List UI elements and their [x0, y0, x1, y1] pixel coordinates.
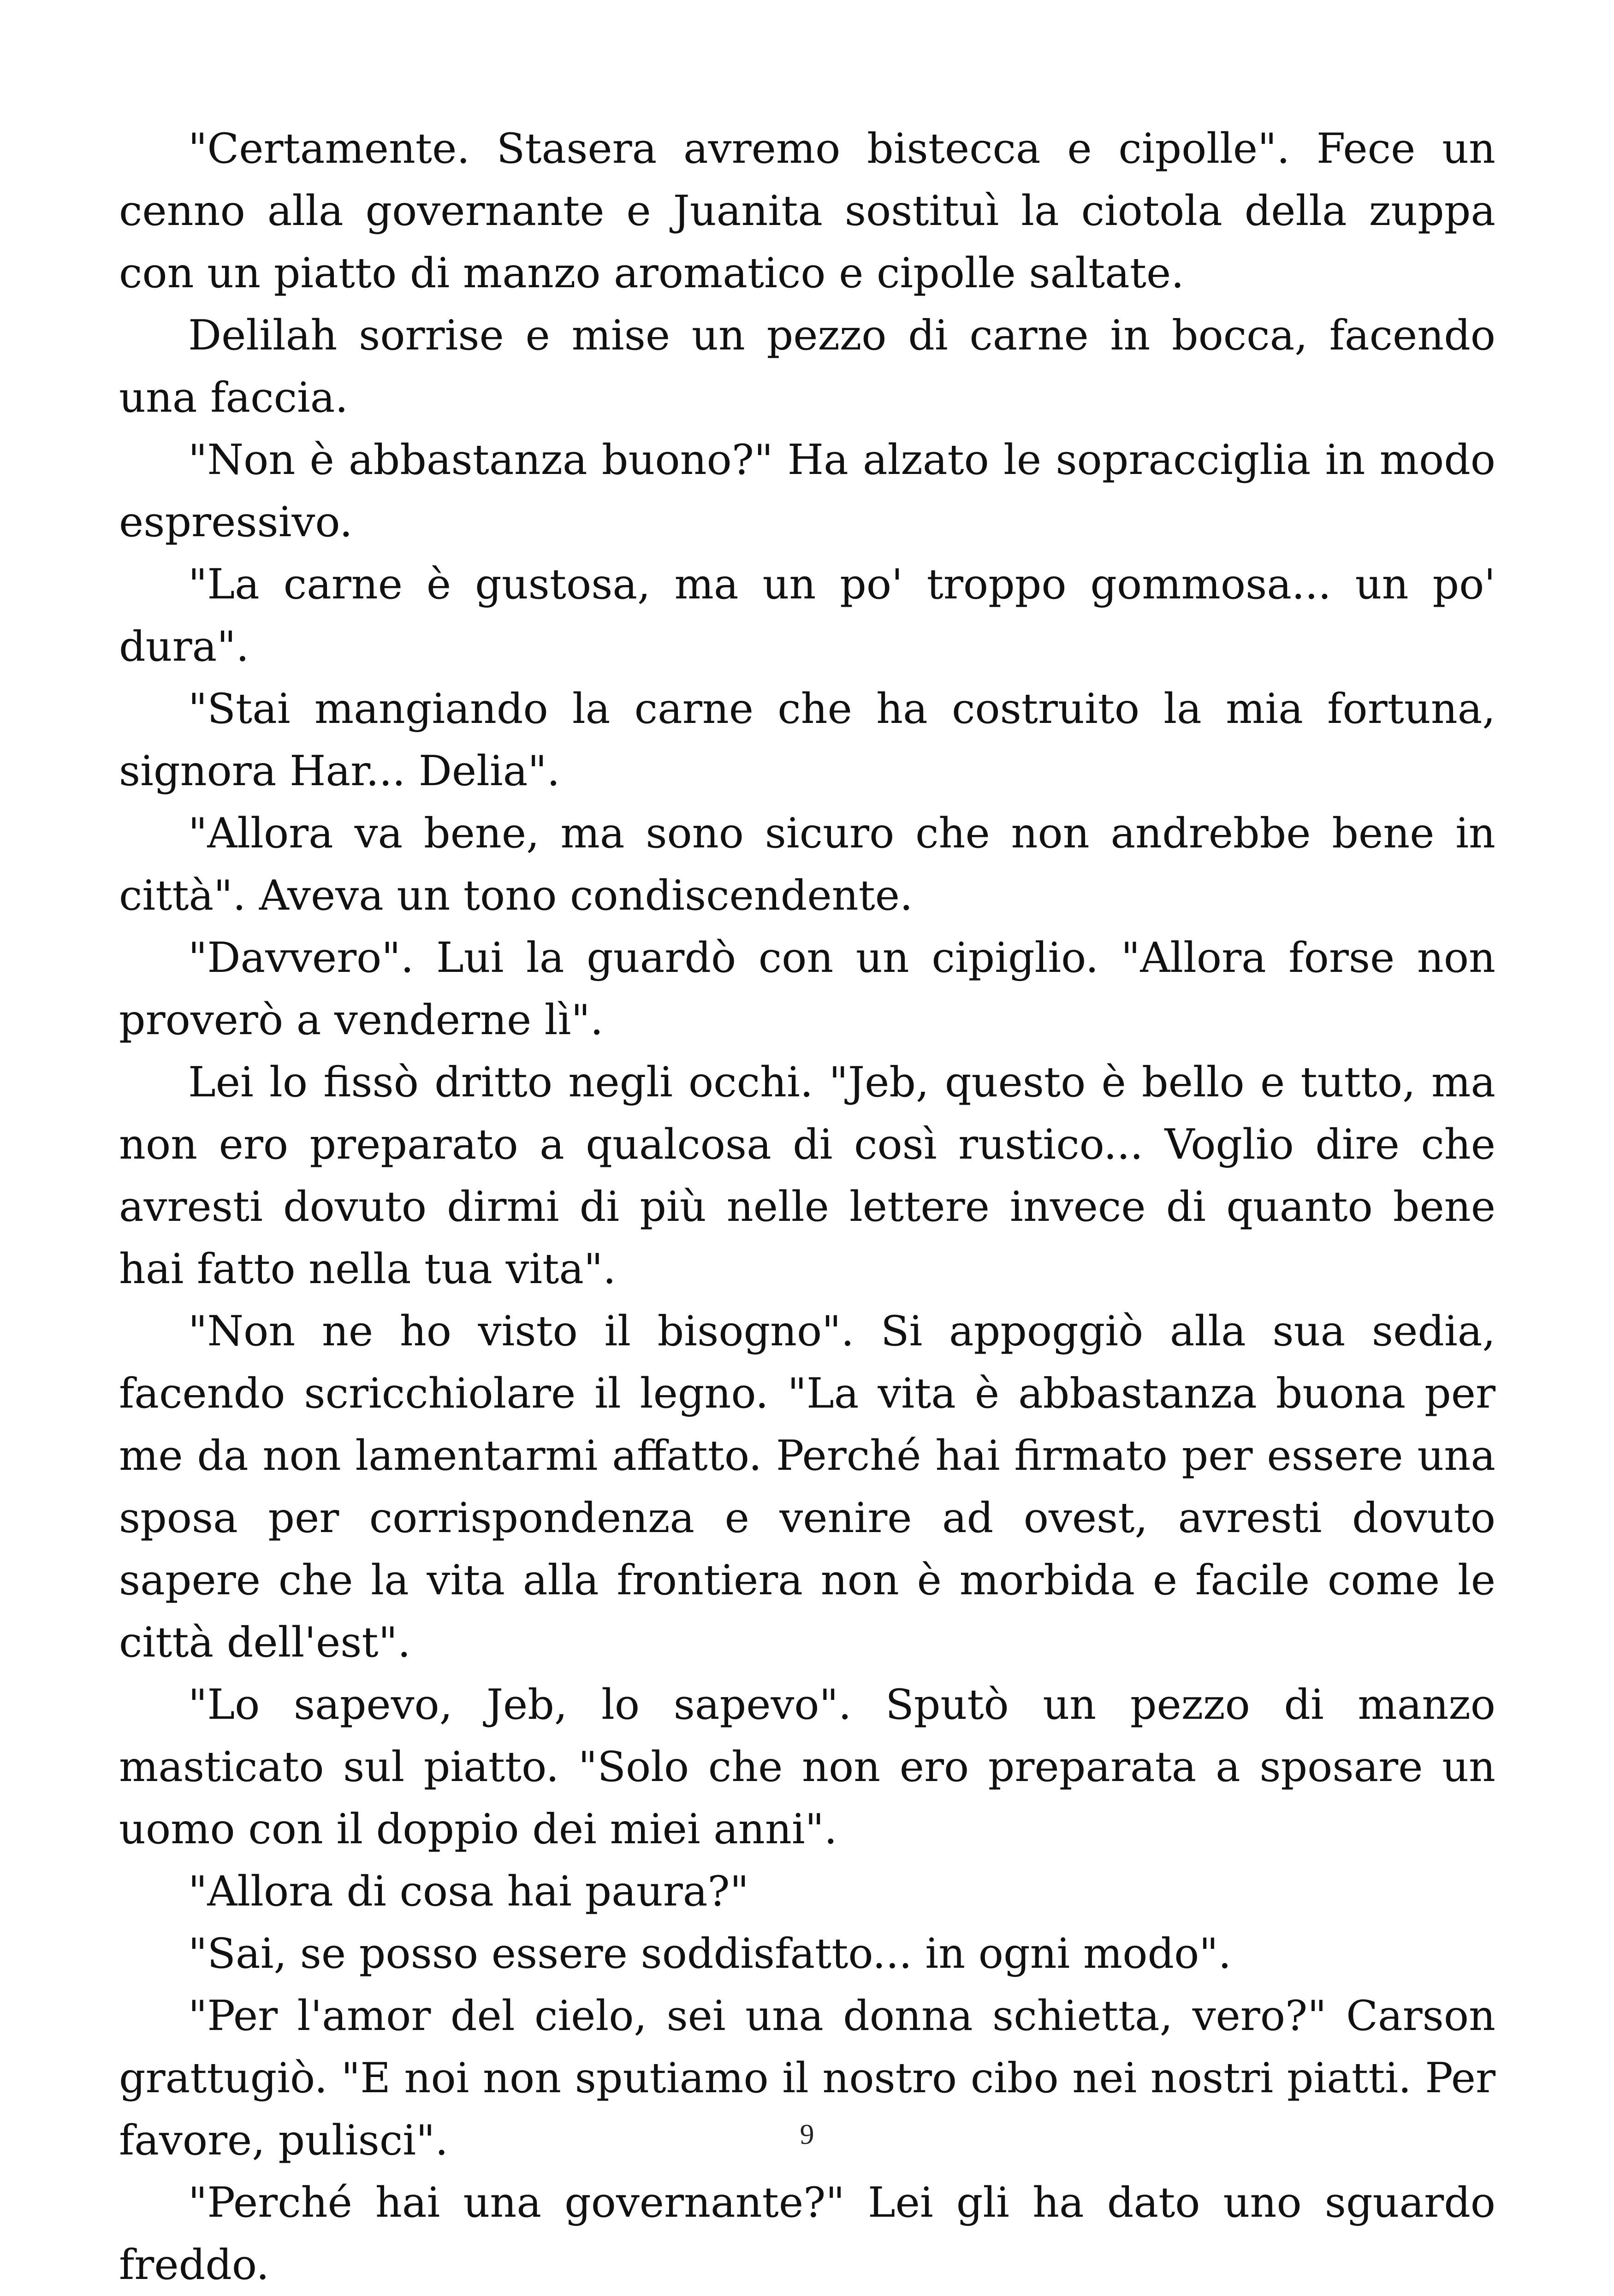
- paragraph: "Per l'amor del cielo, sei una donna schietta, vero?" Carson grattugiò. "E noi non sputiamo il nostro cibo nei nostri piatti. Per favore, pulisci".: [119, 1992, 1495, 2165]
- paragraph: "Non è abbastanza buono?" Ha alzato le sopracciglia in modo espressivo.: [119, 436, 1495, 546]
- paragraph: "Stai mangiando la carne che ha costruito la mia fortuna, signora Har... Delia".: [119, 685, 1495, 795]
- paragraph: "Lo sapevo, Jeb, lo sapevo". Sputò un pezzo di manzo masticato sul piatto. "Solo che non ero preparata a sposare un uomo con il doppio dei miei anni".: [119, 1681, 1495, 1853]
- paragraph: "Allora di cosa hai paura?": [188, 1867, 749, 1916]
- paragraph: "Allora va bene, ma sono sicuro che non andrebbe bene in città". Aveva un tono condiscendente.: [119, 809, 1495, 920]
- body-text: [119, 118, 1495, 2296]
- paragraph: "Sai, se posso essere soddisfatto... in ogni modo".: [188, 1929, 1232, 1978]
- paragraph: "Certamente. Stasera avremo bistecca e cipolle". Fece un cenno alla governante e Juanita sostituì la ciotola della zuppa con un piatto di manzo aromatico e cipolle saltate.: [119, 124, 1495, 297]
- paragraph: "Davvero". Lui la guardò con un cipiglio. "Allora forse non proverò a venderne lì".: [119, 934, 1495, 1044]
- paragraph: "Perché hai una governante?" Lei gli ha dato uno sguardo freddo.: [119, 2178, 1495, 2289]
- paragraph: Lei lo fissò dritto negli occhi. "Jeb, questo è bello e tutto, ma non ero preparato a qualcosa di così rustico... Voglio dire che avresti dovuto dirmi di più nelle lettere invece di quanto bene hai fatto nella tua vita".: [119, 1058, 1495, 1293]
- paragraph: "Non ne ho visto il bisogno". Si appoggiò alla sua sedia, facendo scricchiolare il legno. "La vita è abbastanza buona per me da non lamentarmi affatto. Perché hai firmato per essere una sposa per corrispondenza e venire ad ovest, avresti dovuto sapere che la vita alla frontiera non è morbida e facile come le città dell'est".: [119, 1307, 1495, 1667]
- page-number: 9: [800, 2119, 814, 2150]
- paragraph: "La carne è gustosa, ma un po' troppo gommosa... un po' dura".: [119, 560, 1495, 671]
- paragraph: Delilah sorrise e mise un pezzo di carne in bocca, facendo una faccia.: [119, 311, 1495, 422]
